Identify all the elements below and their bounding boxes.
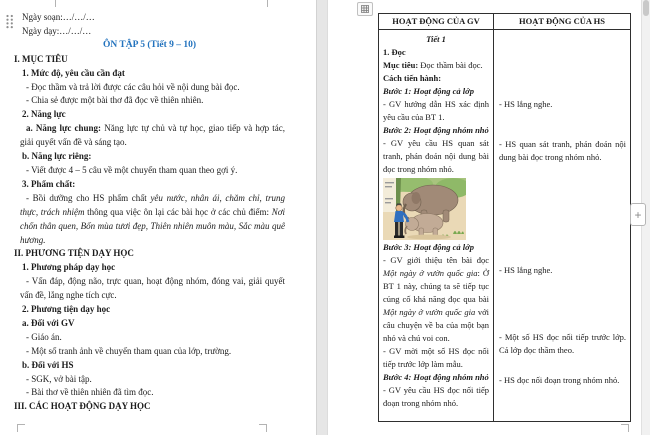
doc-line: - Một số tranh ảnh về chuyến tham quan của lớp, trường.: [26, 345, 232, 356]
procedure-heading: Cách tiến hành:: [383, 73, 442, 83]
text-segment: : Ở BT 1 này, chúng ta sẽ tiếp tục củng cố khả năng đọc qua bài: [383, 268, 489, 304]
header-cell-gv: HOẠT ĐỘNG CỦA GV: [379, 14, 494, 30]
elephants-illustration: [383, 178, 466, 240]
doc-line: - Viết được 4 – 5 câu về một chuyến tham quan theo gợi ý.: [26, 164, 238, 175]
subheading-doi-voi-gv: a. Đối với GV: [22, 317, 75, 328]
text-segment: - GV giới thiệu tên bài đọc: [383, 255, 489, 265]
doc-line: - Giáo án.: [26, 331, 62, 342]
doc-line: [20, 122, 285, 150]
hs-line: - HS quan sát tranh, phán đoán nội dung bài đọc trong nhóm nhỏ.: [499, 139, 626, 162]
run-in-label: a. Năng lực chung:: [26, 123, 102, 134]
gv-line: - GV hướng dẫn HS xác định yêu cầu của BT 1.: [383, 99, 489, 122]
section-3-heading: III. CÁC HOẠT ĐỘNG DẠY HỌC: [14, 401, 151, 412]
page-1[interactable]: [0, 0, 317, 435]
hs-activities-cell: [494, 30, 631, 422]
run-in-text: Năng lực tự chủ và tự học, giao tiếp và hợp tác, giải quyết vấn đề và sáng tạo.: [20, 123, 285, 148]
step-1-heading: Bước 1: Hoạt động cả lớp: [383, 86, 474, 96]
doc-line: - Bài thơ về thiên nhiên đã tìm đọc.: [26, 387, 154, 398]
table-body-row: [379, 30, 631, 422]
table-move-handle-button[interactable]: [357, 2, 373, 16]
gv-line: - GV mời một số HS đọc nối tiếp trước lớp làm mẫu.: [383, 346, 489, 369]
italic-segment: yêu nước, nhân ái, chăm chỉ, trung thực, trách nhiệm: [20, 192, 285, 217]
hs-line: - Một số HS đọc nối tiếp trước lớp. Cả lớp đọc thầm theo.: [499, 332, 626, 355]
table-header-row: [379, 14, 631, 30]
activity-heading: 1. Đọc: [383, 47, 406, 57]
subheading-doi-voi-hs: b. Đối với HS: [22, 359, 74, 370]
step-3-heading: Bước 3: Hoạt động cả lớp: [383, 242, 474, 252]
page-2[interactable]: [327, 0, 641, 435]
subheading-phuong-phap: 1. Phương pháp dạy học: [22, 262, 116, 273]
italic-segment: Nơi chốn thân quen, Bốn mùa tươi đẹp, Thiên nhiên muôn màu, Sắc màu quê hương.: [20, 206, 285, 245]
hs-line: - HS lắng nghe.: [499, 99, 553, 109]
gv-line: - GV yêu cầu HS đọc nối tiếp đoạn trong nhóm nhỏ.: [383, 385, 489, 408]
doc-line: - Vấn đáp, động não, trực quan, hoạt động nhóm, đóng vai, giải quyết vấn đề, lắng nghe tích cực.: [20, 276, 285, 301]
lesson-title: ÔN TẬP 5 (Tiết 9 – 10): [102, 39, 197, 50]
subheading-nl-rieng: b. Năng lực riêng:: [22, 151, 92, 162]
activities-table: [378, 13, 631, 422]
add-button[interactable]: [630, 203, 646, 226]
crop-mark: [621, 424, 629, 432]
crop-mark: [17, 424, 25, 432]
subheading-phuong-tien: 2. Phương tiện dạy học: [22, 304, 111, 315]
hs-line: - HS lắng nghe.: [499, 265, 553, 275]
section-2-heading: II. PHƯƠNG TIỆN DẠY HỌC: [14, 248, 134, 259]
text-segment: - Bồi dưỡng cho HS phẩm chất: [26, 192, 151, 203]
text-segment: thông qua việc ôn lại các bài học ở các chủ điểm:: [84, 206, 272, 217]
doc-line: - Chia sẻ được một bài thơ đã đọc về thiên nhiên.: [26, 95, 204, 106]
plus-icon: +: [634, 207, 642, 222]
run-in-label: Mục tiêu:: [383, 60, 419, 70]
italic-segment: Một ngày ở vườn quốc gia: [383, 307, 476, 317]
step-4-heading: Bước 4: Hoạt động nhóm nhỏ: [383, 372, 489, 382]
gv-line: [383, 254, 489, 345]
subheading-muc-do: 1. Mức độ, yêu cầu cần đạt: [22, 67, 125, 78]
date-prepared-line: Ngày soạn:…/…/…: [22, 12, 95, 22]
doc-line: - SGK, vở bài tập.: [26, 373, 92, 384]
text-segment: với câu chuyện về ba của một bạn nhỏ và chú voi con.: [383, 307, 489, 343]
gv-activities-cell: [379, 30, 494, 422]
page-gap: [317, 0, 327, 435]
table-grid-icon: [361, 5, 369, 13]
doc-line: [20, 192, 285, 248]
tiet-heading: Tiết 1: [426, 34, 446, 44]
objective-line: [383, 59, 489, 72]
run-in-text: Đọc thầm bài đọc.: [418, 60, 483, 70]
doc-line: - Đọc thầm và trả lời được các câu hỏi về nội dung bài đọc.: [26, 81, 240, 92]
scrollbar-thumb[interactable]: [643, 0, 649, 16]
italic-segment: Một ngày ở vườn quốc gia: [383, 268, 478, 278]
subheading-nang-luc: 2. Năng lực: [22, 109, 66, 120]
crop-mark: [259, 424, 267, 432]
section-1-heading: I. MỤC TIÊU: [14, 53, 68, 64]
hs-line: - HS đọc nối đoạn trong nhóm nhỏ.: [499, 375, 620, 385]
gv-line: - GV yêu cầu HS quan sát tranh, phán đoán nội dung bài đọc trong nhóm nhỏ.: [383, 138, 489, 174]
header-cell-hs: HOẠT ĐỘNG CỦA HS: [494, 14, 631, 30]
page-1-content: [0, 0, 317, 414]
date-taught-line: Ngày dạy:…/…/…: [22, 25, 92, 36]
subheading-pham-chat: 3. Phẩm chất:: [22, 178, 76, 189]
step-2-heading: Bước 2: Hoạt động nhóm nhỏ: [383, 125, 489, 135]
